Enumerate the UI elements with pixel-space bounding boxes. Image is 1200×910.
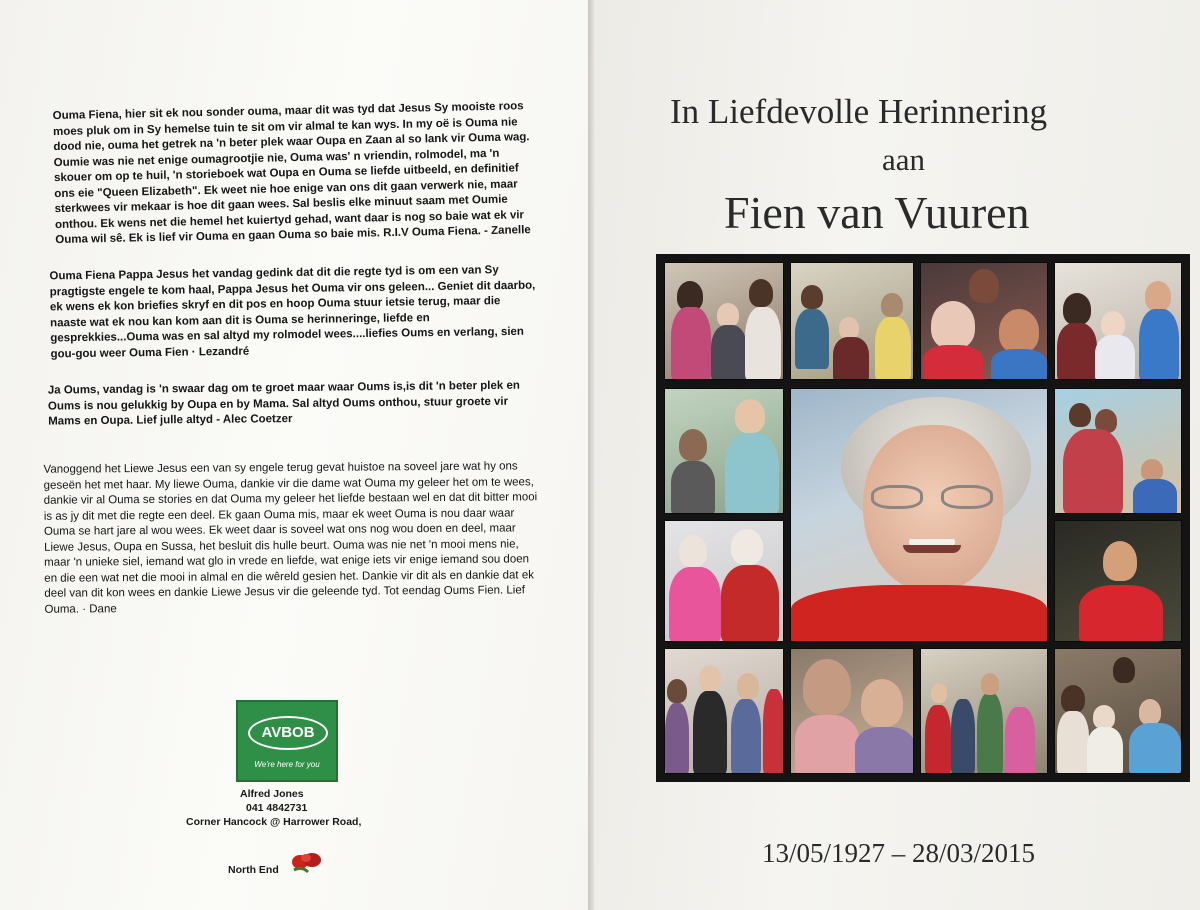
contact-address: Corner Hancock @ Harrower Road,: [186, 816, 362, 828]
collage-photo: [1054, 388, 1182, 514]
left-page: [0, 0, 592, 910]
collage-photo: [664, 520, 784, 642]
avbob-logo-text: AVBOB: [248, 716, 328, 750]
collage-photo: [664, 648, 784, 774]
collage-photo: [1054, 520, 1182, 642]
collage-photo: [920, 648, 1048, 774]
deceased-name: Fien van Vuuren: [724, 187, 1030, 238]
collage-photo: [664, 388, 784, 514]
right-page: [594, 0, 1200, 910]
contact-name: Alfred Jones: [240, 788, 304, 800]
tribute-zanelle: Ouma Fiena, hier sit ek nou sonder ouma, maar dit was tyd dat Jesus Sy mooiste roos moes pluk om in Sy hemelse tuin te sit om vir almal te kan wys. In my oë is Ouma nie dood nie, ouma het getrek na 'n beter plek waar Oupa en Zaan al so lank vir Ouma wag. Oumie was nie net enige oumagrootjie nie, Ouma was' n vriendin, rolmodel, ma 'n skouer om op te huil, 'n storieboek wat Oupa en Ouma se liefde uitbeeld, en definitief ons eie "Queen Elizabeth". Ek weet nie hoe enige van ons dit gaan verwerk nie, maar sterkwees vir mekaar is hoe dit gaan wees. Sal beslis elke minuut saam met Oumie onthou. Ek wens net die hemel het kuiertyd gehad, want daar is nog so baie wat ek vir Ouma wil sê. Ek is lief vir Ouma en gaan Ouma so baie mis. R.I.V Ouma Fiena. - Zanelle: [52, 100, 531, 247]
photo-collage: [656, 254, 1190, 782]
avbob-logo: [236, 700, 338, 782]
contact-area: North End: [228, 864, 279, 876]
collage-photo: [1054, 262, 1182, 380]
tribute-alec: Ja Oums, vandag is 'n swaar dag om te groet maar waar Oums is,is dit 'n beter plek en Oums is nou gelukkig by Oupa en by Mama. Sal altyd Oums onthou, stuur groete vir Mams en Oupa. Lief julle altyd - Alec Coetzer: [47, 379, 520, 428]
avbob-logo-tagline: We're here for you: [254, 760, 320, 769]
memorial-heading-aan: aan: [882, 142, 926, 177]
collage-photo: [790, 648, 914, 774]
collage-photo: [920, 262, 1048, 380]
life-dates: 13/05/1927 – 28/03/2015: [762, 838, 1036, 868]
tributes-section: [40, 100, 540, 638]
rose-icon: [290, 850, 324, 874]
main-portrait-photo: [790, 388, 1048, 642]
contact-phone: 041 4842731: [246, 802, 308, 814]
tribute-dane: Vanoggend het Liewe Jesus een van sy engele terug gevat huistoe na soveel jare wat hy ons geseën het met haar. My liewe Ouma, dankie vir die dame wat Ouma my geleer het om te wees, dankie vir al Ouma se stories en dat Ouma my geleer het liefde bestaan wel en dat dit bitter mooi is as jy dit met die regte een deel. Ek gaan Ouma mis, maar ek weet Ouma is nou daar waar Ouma se hart jare al wou wees. Ek weet daar is soveel wat ons nog wou doen en deel, maar Liewe Jesus, Oupa en Sussa, het besluit dis hulle beurt. Ouma was nie net 'n mooi mens nie, maar 'n unieke siel, iemand wat glo in vrede en liefde, wat enige iets vir enige iemand sou doen en die een wat net die mooi in almal en die wêreld gesien het. Dankie vir dit als en dankie dat ek deel van dit kon wees en dankie Liewe Jesus vir die geleende tyd. Tot eendag Oums Fien. Lief Ouma. · Dane: [43, 460, 538, 616]
collage-photo: [1054, 648, 1182, 774]
tribute-lezandre: Ouma Fiena Pappa Jesus het vandag gedink dat dit die regte tyd is om een van Sy pragtigste engele te kom haal, Pappa Jesus het Ouma vir ons geleen... Geniet dit daarbo, ek wens ek kon briefies skryf en dit pos en hoop Ouma stuur ietsie terug, maar die naaste wat ek nou kan kom aan dit is Ouma se herinneringe, liefde en gesprekkies...Ouma was en sal altyd my rolmodel wees....liefies Oums en verlang, sien gou-gou weer Ouma Fien · Lezandré: [49, 263, 536, 360]
collage-photo: [790, 262, 914, 380]
collage-photo: [664, 262, 784, 380]
memorial-heading: In Liefdevolle Herinnering: [670, 92, 1048, 131]
